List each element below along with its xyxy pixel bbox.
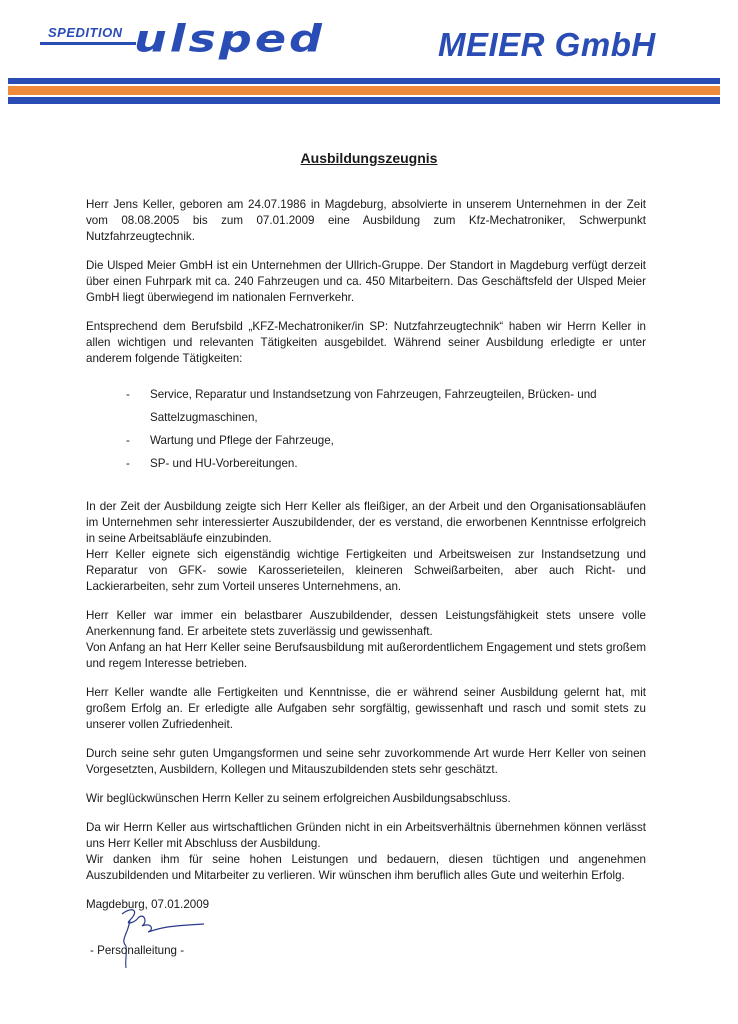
task-list bbox=[86, 383, 646, 475]
logo-underline bbox=[40, 42, 136, 45]
place-date: Magdeburg, 07.01.2009 bbox=[86, 898, 210, 911]
paragraph-resilience-a: Herr Keller war immer ein belastbarer Auszubildender, dessen Leistungsfähigkeit stets unsere volle Anerkennung fand. Er arbeitete stets zuverlässig und gewissenhaft. bbox=[86, 609, 646, 638]
logo-prefix: SPEDITION bbox=[48, 25, 123, 40]
paragraph-performance-b: Herr Keller eignete sich eigenständig wichtige Fertigkeiten und Arbeitsweisen zur Instandsetzung und Reparatur von GFK- sowie Karosserieteilen, kleineren Schweißarbeiten, aber auch Richt- und Lackierarbeiten, sehr zum Vorteil unseres Unternehmens, an. bbox=[86, 548, 646, 593]
document-title: Ausbildungszeugnis bbox=[300, 150, 438, 166]
stripe-blue-bottom bbox=[8, 97, 720, 104]
paragraph-company: Die Ulsped Meier GmbH ist ein Unternehmen der Ullrich-Gruppe. Der Standort in Magdeburg verfügt derzeit über einen Fuhrpark mit ca. 240 Fahrzeugen und ca. 450 Mitarbeitern. Das Geschäftsfeld der Ulsped Meier GmbH liegt überwiegend im nationalen Fernverkehr. bbox=[86, 259, 646, 304]
paragraph-tasks-intro: Entsprechend dem Berufsbild „KFZ-Mechatroniker/in SP: Nutzfahrzeugtechnik“ haben wir Herrn Keller in allen wichtigen und relevanten Tätigkeiten ausgebildet. Während seiner Ausbildung erledigte er unter anderem folgende Tätigkeiten: bbox=[86, 320, 646, 365]
letterhead bbox=[0, 0, 738, 120]
paragraph-manners: Durch seine sehr guten Umgangsformen und seine sehr zuvorkommende Art wurde Herr Keller von seinen Vorgesetzten, Ausbildern, Kollegen und Mitauszubildenden stets sehr geschätzt. bbox=[86, 747, 646, 776]
signature-label: - Personalleitung - bbox=[90, 944, 185, 957]
list-item: - Wartung und Pflege der Fahrzeuge, bbox=[126, 429, 646, 452]
paragraph-farewell-b: Wir danken ihm für seine hohen Leistungen und bedauern, diesen tüchtigen und angenehmen Auszubildenden und Mitarbeiter zu verlieren. Wir wünschen ihm beruflich alles Gute und weiterhin Erfolg. bbox=[86, 853, 646, 882]
logo-brand: ulsped bbox=[134, 16, 325, 61]
paragraph-intro: Herr Jens Keller, geboren am 24.07.1986 in Magdeburg, absolvierte in unserem Unternehmen in der Zeit vom 08.08.2005 bis zum 07.01.2009 eine Ausbildung zum Kfz-Mechatroniker, Schwerpunkt Nutzfahrzeugtechnik. bbox=[86, 198, 646, 243]
handwritten-signature bbox=[108, 900, 218, 970]
list-item: - Service, Reparatur und Instandsetzung von Fahrzeugen, Fahrzeugteilen, Brücken- und Sattelzugmaschinen, bbox=[126, 383, 646, 429]
paragraph-farewell-a: Da wir Herrn Keller aus wirtschaftlichen Gründen nicht in ein Arbeitsverhältnis übernehmen können verlässt uns Herr Keller mit Abschluss der Ausbildung. bbox=[86, 821, 646, 850]
company-name: MEIER GmbH bbox=[438, 26, 656, 63]
paragraph-performance-a: In der Zeit der Ausbildung zeigte sich Herr Keller als fleißiger, an der Arbeit und den Organisationsabläufen im Unternehmen sehr interessierter Auszubildender, der es verstand, die erworbenen Kenntnisse erfolgreich in seine Arbeitsabläufe einzubinden. bbox=[86, 500, 646, 545]
stripe-blue-top bbox=[8, 78, 720, 84]
paragraph-resilience-b: Von Anfang an hat Herr Keller seine Berufsausbildung mit außerordentlichem Engagement und stets großem und regem Interesse betrieben. bbox=[86, 641, 646, 670]
stripe-orange bbox=[8, 86, 720, 95]
paragraph-congrats: Wir beglückwünschen Herrn Keller zu seinem erfolgreichen Ausbildungsabschluss. bbox=[86, 792, 511, 805]
document-body bbox=[86, 197, 646, 926]
list-item: - SP- und HU-Vorbereitungen. bbox=[126, 452, 646, 475]
paragraph-skills: Herr Keller wandte alle Fertigkeiten und Kenntnisse, die er während seiner Ausbildung gelernt hat, mit großem Erfolg an. Er erledigte alle Aufgaben sehr sorgfältig, gewissenhaft und rasch und somit stets zu unserer vollen Zufriedenheit. bbox=[86, 686, 646, 731]
